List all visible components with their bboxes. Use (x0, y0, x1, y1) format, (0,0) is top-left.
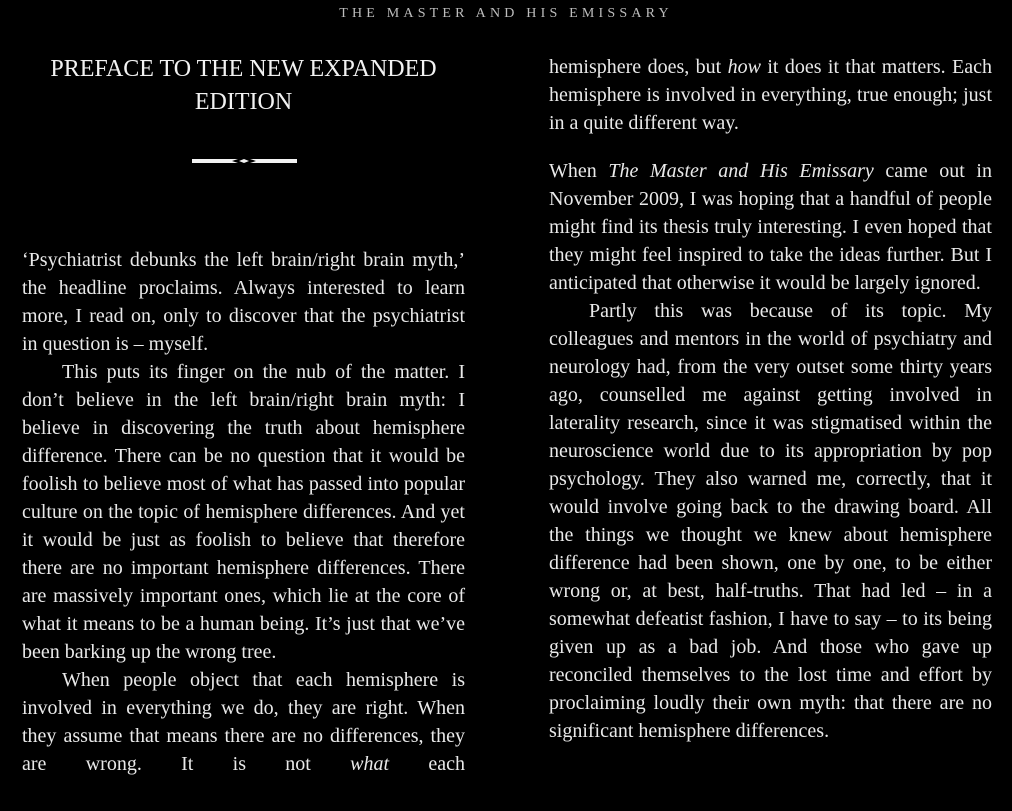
paragraph (549, 157, 992, 297)
paragraph: Partly this was because of its topic. My colleagues and mentors in the world of psychiatry and neurology had, from the very outset some thirty years ago, counselled me against getting involved in laterality research, since it was stigmatised within the neuroscience world due to its appropriation by pop psychology. They also warned me, correctly, that it would involve going back to the drawing board. All the things we thought we knew about hemisphere difference had been shown, one by one, to be either wrong or, at best, half-truths. That had led – in a somewhat defeatist fashion, I have to say – to its being given up as a bad job. And those who gave up reconciled themselves to the lost time and effort by proclaiming loudly their own myth: that there are no significant hemisphere differences. (549, 300, 992, 742)
paragraph (22, 666, 465, 778)
decorative-rule-icon (192, 156, 297, 166)
chapter-title (22, 53, 465, 119)
chapter-title-line-2: EDITION (194, 89, 293, 115)
running-head: THE MASTER AND HIS EMISSARY (339, 6, 673, 21)
italic-text: what (350, 753, 390, 775)
paragraph-text: When people object that each hemisphere is involved in everything we do, they are right. When they assume that means there are no differences, they are wrong. It is not (22, 669, 465, 775)
paragraph-text: came out in November 2009, I was hoping that a handful of people might find its thesis truly interesting. I even hoped that they might feel inspired to take the ideas further. But I anticipated that otherwise it would be largely ignored. (549, 160, 992, 294)
paragraph-text: hemisphere does, but (549, 56, 728, 78)
paragraph-text: When (549, 160, 609, 182)
right-column (549, 53, 992, 745)
italic-text: The Master and His Emissary (608, 160, 874, 182)
paragraph: This puts its finger on the nub of the matter. I don’t believe in the left brain/right brain myth: I believe in discovering the truth about hemisphere difference. There can be no question that it would be foolish to believe most of what has passed into popular culture on the topic of hemisphere differences. And yet it would be just as foolish to believe that therefore there are no important hemisphere differences. There are massively important ones, which lie at the core of what it means to be a human being. It’s just that we’ve been barking up the wrong tree. (22, 361, 465, 663)
paragraph-text: each (389, 753, 465, 775)
left-column (22, 246, 465, 778)
chapter-title-line-1: PREFACE TO THE NEW EXPANDED (50, 56, 437, 82)
paragraph-text: it does it that matters. Each hemisphere is involved in everything, true enough; just in a quite different way. (549, 56, 993, 134)
italic-text: how (727, 56, 761, 78)
paragraph (549, 53, 992, 137)
paragraph: ‘Psychiatrist debunks the left brain/right brain myth,’ the headline proclaims. Always interested to learn more, I read on, only to discover that the psychiatrist in question is – myself. (22, 249, 465, 355)
